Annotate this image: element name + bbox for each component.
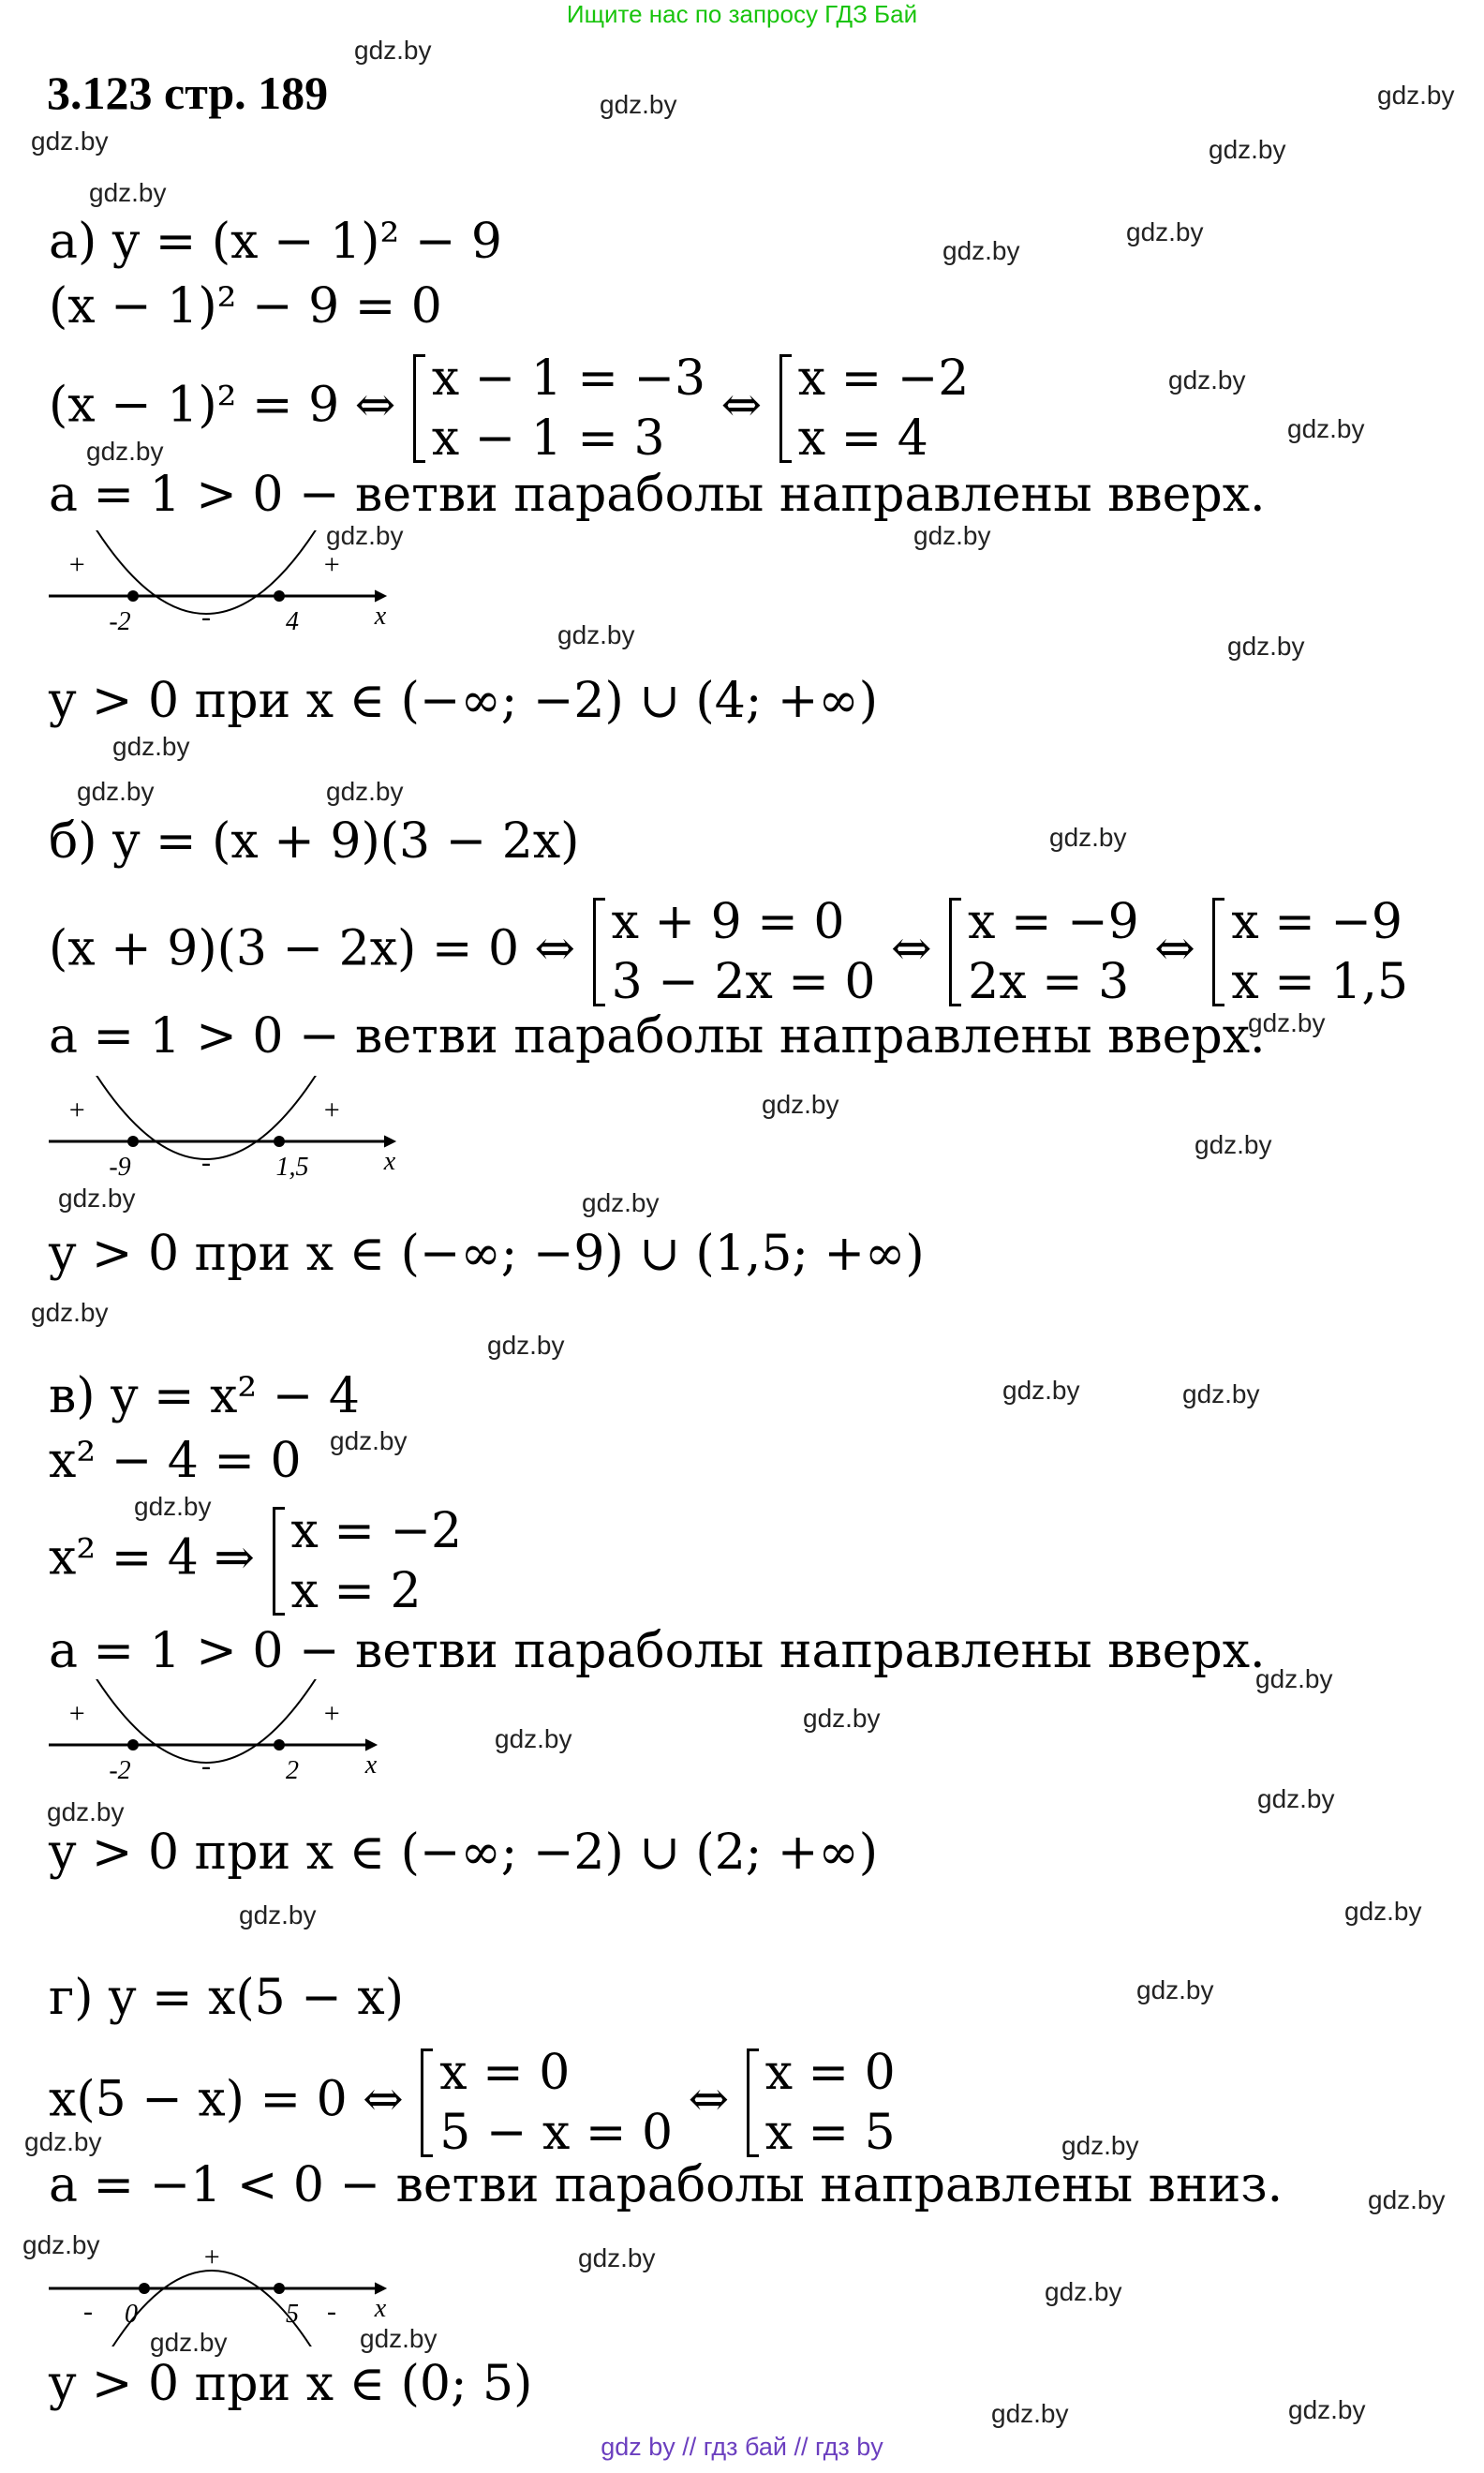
root-label-1: 0 — [125, 2300, 138, 2329]
root-point — [274, 1136, 285, 1147]
watermark: gdz.by — [330, 1426, 408, 1455]
sign-left: + — [67, 549, 87, 580]
b-solution-row — [49, 892, 1408, 1012]
watermark: gdz.by — [24, 2127, 102, 2156]
b-system-1 — [591, 892, 876, 1012]
watermark: gdz.by — [326, 521, 404, 550]
d-branches: a = −1 < 0 − ветви параболы направлены вниз. — [49, 2157, 1284, 2213]
watermark: gdz.by — [1255, 1664, 1333, 1693]
watermark: gdz.by — [326, 777, 404, 806]
d-sign-graph — [47, 2215, 403, 2346]
a-system-1-row: x − 1 = 3 — [431, 410, 665, 467]
a-answer: y > 0 при x ∈ (−∞; −2) ∪ (4; +∞) — [49, 673, 879, 729]
b-system-3-row: x = −9 — [1231, 894, 1402, 950]
root-label-2: 4 — [286, 607, 299, 636]
watermark: gdz.by — [22, 2230, 100, 2259]
watermark: gdz.by — [600, 90, 677, 119]
d-system-2 — [745, 2043, 896, 2163]
root-label-2: 1,5 — [275, 1153, 309, 1182]
watermark: gdz.by — [58, 1184, 136, 1213]
b-sign-graph — [47, 1076, 412, 1188]
a-function: а) y = (x − 1)² − 9 — [49, 214, 502, 270]
d-system-1-row: 5 − x = 0 — [439, 2105, 674, 2161]
root-label-1: -2 — [109, 1756, 131, 1785]
watermark: gdz.by — [1344, 1897, 1422, 1926]
root-label-1: -9 — [109, 1153, 131, 1182]
watermark: gdz.by — [1209, 135, 1286, 164]
sign-middle: + — [201, 2242, 222, 2272]
axis-label: x — [383, 1147, 396, 1176]
b-system-2-row: x = −9 — [968, 894, 1139, 950]
watermark: gdz.by — [991, 2399, 1069, 2428]
root-point — [274, 590, 285, 602]
sign-right: + — [321, 549, 342, 580]
watermark: gdz.by — [582, 1188, 660, 1217]
axis-arrow — [375, 590, 386, 602]
watermark: gdz.by — [1002, 1376, 1080, 1405]
watermark: gdz.by — [1136, 1975, 1214, 2004]
sign-right: + — [321, 1095, 342, 1125]
b-system-3 — [1210, 892, 1408, 1012]
c-solution-row — [49, 1501, 462, 1621]
axis-arrow — [365, 1739, 377, 1750]
a-solution-lead: (x − 1)² = 9 ⇔ — [49, 377, 396, 434]
watermark: gdz.by — [1288, 2395, 1366, 2424]
axis-label: x — [374, 2294, 387, 2323]
c-branches: a = 1 > 0 − ветви параболы направлены вверх. — [49, 1623, 1266, 1679]
a-system-2-row: x = −2 — [797, 350, 970, 407]
watermark: gdz.by — [31, 1298, 109, 1327]
a-system-2-row: x = 4 — [797, 410, 928, 467]
watermark: gdz.by — [134, 1492, 212, 1521]
watermark: gdz.by — [1287, 414, 1365, 443]
watermark: gdz.by — [1045, 2277, 1122, 2306]
a-sign-graph — [47, 530, 403, 643]
watermark: gdz.by — [77, 777, 155, 806]
root-label-2: 2 — [286, 1756, 299, 1785]
watermark: gdz.by — [1368, 2185, 1446, 2214]
d-solution-row — [49, 2043, 896, 2163]
sign-left: - — [83, 2296, 93, 2327]
d-system-2-row: x = 0 — [764, 2045, 896, 2101]
a-system-1 — [411, 349, 705, 469]
b-equivalence: ⇔ — [1154, 920, 1195, 977]
watermark: gdz.by — [1182, 1379, 1260, 1408]
watermark: gdz.by — [578, 2243, 656, 2272]
a-branches: a = 1 > 0 − ветви параболы направлены вверх. — [49, 467, 1266, 523]
watermark: gdz.by — [495, 1724, 572, 1753]
sign-middle: - — [201, 602, 211, 633]
watermark: gdz.by — [1195, 1130, 1272, 1159]
bottom-banner[interactable]: gdz by // гдз бай // гдз by — [601, 2433, 883, 2461]
watermark: gdz.by — [942, 236, 1020, 265]
watermark: gdz.by — [1248, 1008, 1326, 1037]
watermark: gdz.by — [354, 36, 432, 65]
b-function: б) y = (x + 9)(3 − 2x) — [49, 813, 580, 870]
a-system-1-row: x − 1 = −3 — [431, 350, 706, 407]
axis-arrow — [384, 1136, 395, 1147]
a-system-2 — [778, 349, 970, 469]
watermark: gdz.by — [86, 437, 164, 466]
c-system-1-row: x = −2 — [290, 1503, 463, 1559]
sign-middle: - — [201, 1750, 211, 1781]
watermark: gdz.by — [1377, 81, 1455, 110]
d-function: г) y = x(5 − x) — [49, 1970, 405, 2026]
d-system-1 — [419, 2043, 673, 2163]
root-point — [274, 2283, 285, 2294]
a-equivalence: ⇔ — [720, 377, 763, 434]
sign-right: - — [327, 2296, 336, 2327]
c-system-1-row: x = 2 — [290, 1563, 422, 1619]
watermark: gdz.by — [47, 1797, 125, 1826]
b-system-3-row: x = 1,5 — [1231, 954, 1409, 1010]
c-function: в) y = x² − 4 — [49, 1368, 360, 1424]
watermark: gdz.by — [1061, 2131, 1139, 2160]
watermark: gdz.by — [31, 127, 109, 156]
watermark: gdz.by — [89, 178, 167, 207]
watermark: gdz.by — [1049, 823, 1127, 852]
b-system-2 — [947, 892, 1139, 1012]
d-solution-lead: x(5 − x) = 0 ⇔ — [49, 2071, 404, 2128]
c-equation: x² − 4 = 0 — [49, 1433, 302, 1489]
b-system-2-row: 2x = 3 — [968, 954, 1130, 1010]
b-system-1-row: 3 − 2x = 0 — [611, 954, 876, 1010]
sign-left: + — [67, 1698, 87, 1729]
watermark: gdz.by — [1168, 365, 1246, 395]
root-point — [274, 1739, 285, 1750]
root-point — [127, 590, 139, 602]
watermark: gdz.by — [112, 732, 190, 761]
watermark: gdz.by — [913, 521, 991, 550]
watermark: gdz.by — [1227, 632, 1305, 661]
d-equivalence: ⇔ — [688, 2071, 730, 2128]
d-system-2-row: x = 5 — [764, 2105, 896, 2161]
watermark: gdz.by — [803, 1704, 881, 1733]
root-point — [127, 1136, 139, 1147]
c-answer: y > 0 при x ∈ (−∞; −2) ∪ (2; +∞) — [49, 1825, 879, 1881]
root-label-2: 5 — [286, 2300, 299, 2329]
c-system-1 — [271, 1501, 463, 1621]
c-solution-lead: x² = 4 ⇒ — [49, 1529, 255, 1587]
sign-left: + — [67, 1095, 87, 1125]
watermark: gdz.by — [239, 1900, 317, 1929]
top-banner[interactable]: Ищите нас по запросу ГДЗ Бай — [566, 0, 918, 28]
a-equation: (x − 1)² − 9 = 0 — [49, 278, 442, 335]
b-system-1-row: x + 9 = 0 — [611, 894, 845, 950]
axis-label: x — [374, 602, 387, 631]
axis-arrow — [375, 2283, 386, 2294]
watermark: gdz.by — [360, 2324, 438, 2353]
watermark: gdz.by — [487, 1331, 565, 1360]
watermark: gdz.by — [762, 1090, 839, 1119]
sign-right: + — [321, 1698, 342, 1729]
root-point — [139, 2283, 150, 2294]
watermark: gdz.by — [150, 2328, 228, 2357]
watermark: gdz.by — [557, 620, 635, 649]
root-point — [127, 1739, 139, 1750]
d-system-1-row: x = 0 — [439, 2045, 571, 2101]
root-label-1: -2 — [109, 607, 131, 636]
axis-label: x — [364, 1750, 378, 1780]
b-answer: y > 0 при x ∈ (−∞; −9) ∪ (1,5; +∞) — [49, 1226, 925, 1282]
d-answer: y > 0 при x ∈ (0; 5) — [49, 2356, 533, 2412]
b-solution-lead: (x + 9)(3 − 2x) = 0 ⇔ — [49, 920, 576, 977]
b-equivalence: ⇔ — [891, 920, 932, 977]
watermark: gdz.by — [1126, 217, 1204, 246]
b-branches: a = 1 > 0 − ветви параболы направлены вверх. — [49, 1008, 1266, 1065]
page-title: 3.123 стр. 189 — [47, 67, 329, 119]
a-solution-row — [49, 349, 969, 469]
watermark: gdz.by — [1257, 1784, 1335, 1813]
c-sign-graph — [47, 1679, 393, 1792]
sign-middle: - — [201, 1147, 211, 1178]
